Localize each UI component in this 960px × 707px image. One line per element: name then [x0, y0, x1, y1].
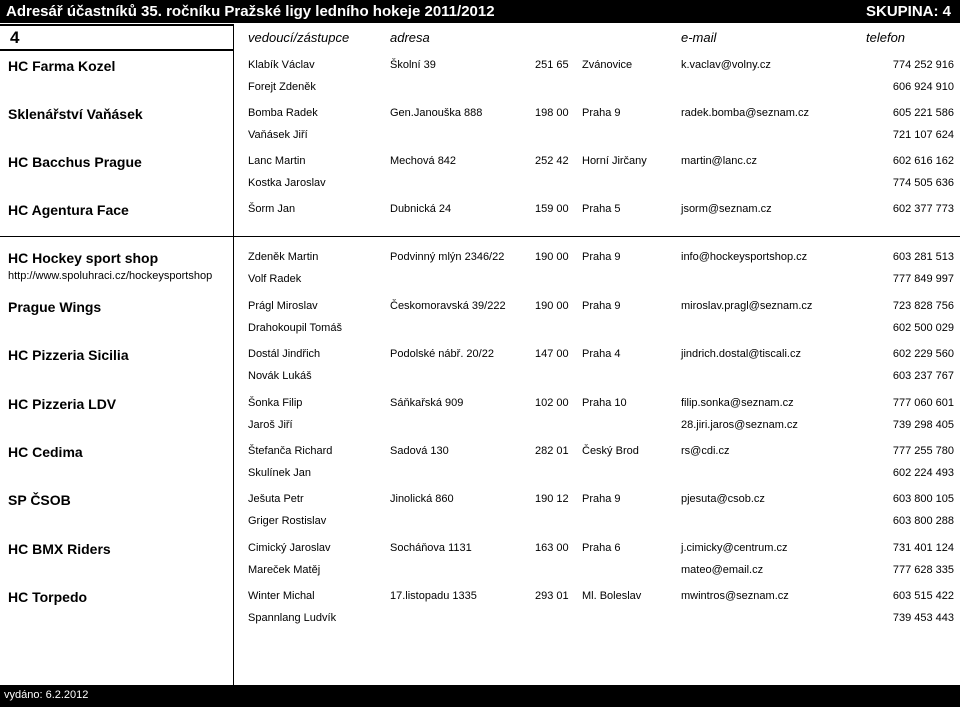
contact-street: Gen.Janouška 888: [390, 107, 483, 119]
contact-email: mateo@email.cz: [681, 564, 764, 576]
contact-phone: 603 237 767: [892, 370, 954, 382]
contact-email: radek.bomba@seznam.cz: [681, 107, 809, 119]
contact-phone: 721 107 624: [892, 129, 954, 141]
contact-person: Lanc Martin: [248, 155, 306, 167]
contact-person: Prágl Miroslav: [248, 300, 318, 312]
issue-date: vydáno: 6.2.2012: [4, 689, 89, 701]
contact-email: k.vaclav@volny.cz: [681, 59, 771, 71]
team-name: HC BMX Riders: [8, 541, 111, 557]
table-header: [0, 24, 960, 51]
contact-phone: 602 377 773: [892, 203, 954, 215]
contact-phone: 739 453 443: [892, 612, 954, 624]
contact-city: Praha 9: [582, 300, 621, 312]
contact-city: Praha 10: [582, 397, 627, 409]
header-email: e-mail: [681, 30, 717, 45]
contact-phone: 603 800 105: [892, 493, 954, 505]
group-number: 4: [0, 24, 233, 51]
contact-zip: 190 00: [535, 300, 569, 312]
contact-email: miroslav.pragl@seznam.cz: [681, 300, 813, 312]
contact-phone: 603 800 288: [892, 515, 954, 527]
contact-street: Jinolická 860: [390, 493, 454, 505]
contact-zip: 190 12: [535, 493, 569, 505]
team-name: HC Torpedo: [8, 589, 88, 605]
contact-phone: 603 515 422: [892, 590, 954, 602]
contact-city: Praha 9: [582, 107, 621, 119]
contact-street: Sadová 130: [390, 445, 449, 457]
contact-zip: 282 01: [535, 445, 569, 457]
contact-person: Cimický Jaroslav: [248, 542, 331, 554]
contact-zip: 163 00: [535, 542, 569, 554]
contact-phone: 777 060 601: [892, 397, 954, 409]
contact-city: Ml. Boleslav: [582, 590, 642, 602]
contact-street: 17.listopadu 1335: [390, 590, 477, 602]
contact-person: Skulínek Jan: [248, 467, 311, 479]
contact-zip: 102 00: [535, 397, 569, 409]
contact-city: Český Brod: [582, 445, 639, 457]
contact-city: Praha 5: [582, 203, 621, 215]
contact-phone: 777 255 780: [892, 445, 954, 457]
contact-street: Podvinný mlýn 2346/22: [390, 251, 505, 263]
team-name: HC Pizzeria LDV: [8, 396, 117, 412]
column-divider: [233, 24, 234, 685]
contact-phone: 603 281 513: [892, 251, 954, 263]
contact-phone: 606 924 910: [892, 81, 954, 93]
header-address: adresa: [390, 30, 430, 45]
contact-person: Winter Michal: [248, 590, 315, 602]
contact-phone: 774 505 636: [892, 177, 954, 189]
team-name: HC Farma Kozel: [8, 58, 116, 74]
contact-phone: 602 500 029: [892, 322, 954, 334]
contact-person: Šorm Jan: [248, 203, 296, 215]
contact-email: info@hockeysportshop.cz: [681, 251, 808, 263]
contact-email: 28.jiri.jaros@seznam.cz: [681, 419, 798, 431]
contact-street: Mechová 842: [390, 155, 457, 167]
contact-zip: 251 65: [535, 59, 569, 71]
contact-person: Drahokoupil Tomáš: [248, 322, 342, 334]
team-name: HC Cedima: [8, 444, 83, 460]
contact-person: Novák Lukáš: [248, 370, 312, 382]
contact-person: Dostál Jindřich: [248, 348, 321, 360]
group-label: SKUPINA: 4: [865, 3, 951, 20]
team-name: HC Bacchus Prague: [8, 154, 142, 170]
contact-zip: 198 00: [535, 107, 569, 119]
contact-phone: 777 849 997: [892, 273, 954, 285]
contact-email: j.cimicky@centrum.cz: [681, 542, 788, 554]
contact-zip: 159 00: [535, 203, 569, 215]
contact-phone: 602 616 162: [892, 155, 954, 167]
contact-email: rs@cdi.cz: [681, 445, 730, 457]
section-separator: [0, 236, 960, 237]
contact-email: mwintros@seznam.cz: [681, 590, 789, 602]
contact-zip: 190 00: [535, 251, 569, 263]
contact-person: Volf Radek: [248, 273, 302, 285]
contact-zip: 252 42: [535, 155, 569, 167]
contact-street: Dubnická 24: [390, 203, 452, 215]
header-contact: vedoucí/zástupce: [248, 30, 350, 45]
contact-zip: 293 01: [535, 590, 569, 602]
contact-email: jsorm@seznam.cz: [681, 203, 772, 215]
team-url: http://www.spoluhraci.cz/hockeysportshop: [8, 270, 213, 282]
contact-phone: 602 224 493: [892, 467, 954, 479]
contact-person: Forejt Zdeněk: [248, 81, 316, 93]
contact-email: martin@lanc.cz: [681, 155, 757, 167]
contact-zip: 147 00: [535, 348, 569, 360]
contact-street: Školní 39: [390, 59, 436, 71]
contact-city: Praha 9: [582, 251, 621, 263]
contact-street: Sáňkařská 909: [390, 397, 464, 409]
contact-city: Horní Jirčany: [582, 155, 647, 167]
contact-person: Griger Rostislav: [248, 515, 327, 527]
contact-phone: 739 298 405: [892, 419, 954, 431]
contact-phone: 731 401 124: [892, 542, 954, 554]
contact-person: Klabík Václav: [248, 59, 315, 71]
contact-person: Štefanča Richard: [248, 445, 333, 457]
title-bar: [0, 0, 960, 23]
contact-person: Zdeněk Martin: [248, 251, 319, 263]
contact-person: Jaroš Jiří: [248, 419, 293, 431]
contact-city: Praha 9: [582, 493, 621, 505]
contact-person: Šonka Filip: [248, 397, 303, 409]
contact-city: Praha 4: [582, 348, 621, 360]
footer: [0, 685, 960, 707]
team-name: Sklenářství Vaňásek: [8, 106, 143, 122]
contact-person: Ješuta Petr: [248, 493, 304, 505]
contact-email: filip.sonka@seznam.cz: [681, 397, 794, 409]
contact-street: Podolské nábř. 20/22: [390, 348, 494, 360]
contact-city: Praha 6: [582, 542, 621, 554]
team-name: HC Pizzeria Sicilia: [8, 347, 129, 363]
contact-street: Českomoravská 39/222: [390, 300, 506, 312]
team-name: SP ČSOB: [8, 492, 71, 508]
contact-street: Socháňova 1131: [390, 542, 472, 554]
contact-phone: 774 252 916: [892, 59, 954, 71]
contact-person: Vaňásek Jiří: [248, 129, 308, 141]
contact-person: Spannlang Ludvík: [248, 612, 337, 624]
contact-city: Zvánovice: [582, 59, 633, 71]
contact-person: Mareček Matěj: [248, 564, 321, 576]
contact-phone: 605 221 586: [892, 107, 954, 119]
team-name: HC Hockey sport shop: [8, 250, 159, 266]
contact-person: Kostka Jaroslav: [248, 177, 326, 189]
document-title: Adresář účastníků 35. ročníku Pražské ligy ledního hokeje 2011/2012: [6, 3, 495, 20]
contact-email: jindrich.dostal@tiscali.cz: [681, 348, 801, 360]
contact-phone: 602 229 560: [892, 348, 954, 360]
header-phone: telefon: [866, 30, 906, 45]
contact-phone: 723 828 756: [892, 300, 954, 312]
team-name: Prague Wings: [8, 299, 102, 315]
contact-email: pjesuta@csob.cz: [681, 493, 765, 505]
team-name: HC Agentura Face: [8, 202, 129, 218]
contact-phone: 777 628 335: [892, 564, 954, 576]
contact-person: Bomba Radek: [248, 107, 318, 119]
